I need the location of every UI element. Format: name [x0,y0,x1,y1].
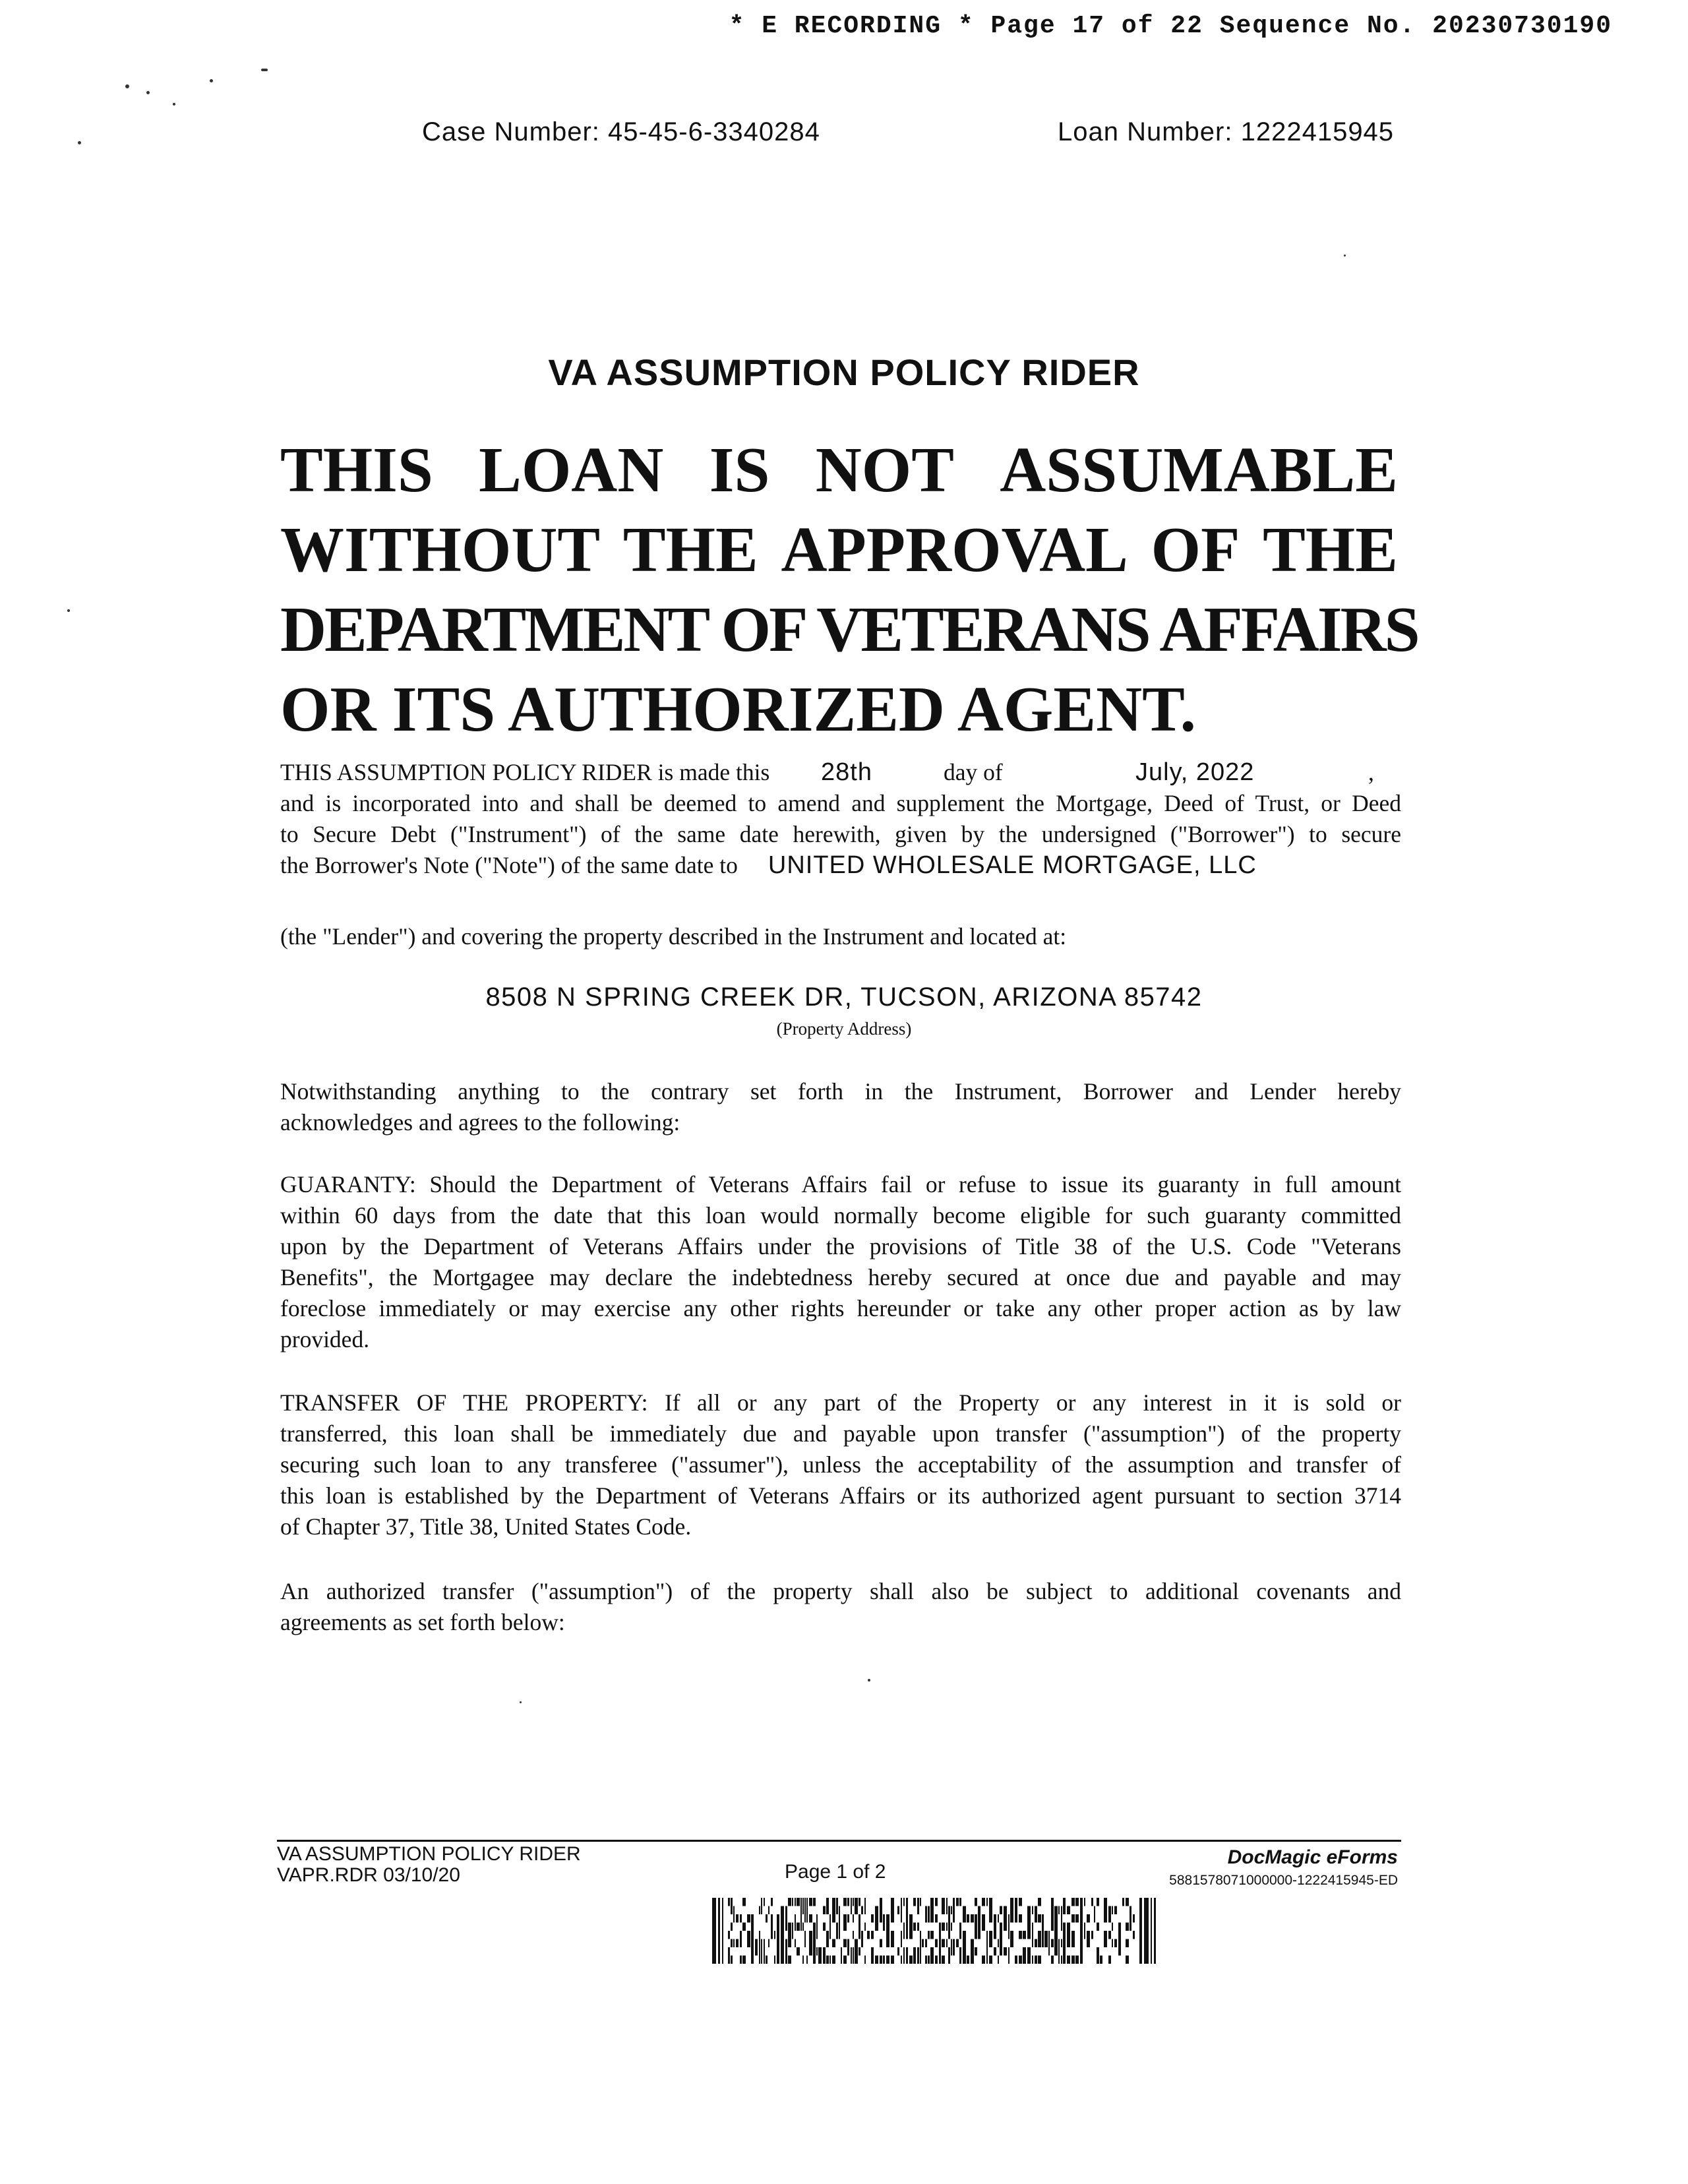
notwithstanding-paragraph [280,1076,1401,1138]
intro-line-1 [280,757,1401,788]
paragraph-line: GUARANTY: Should the Department of Veterans Affairs fail or refuse to issue its guaranty in full amount [280,1171,1401,1198]
warning-word: NOT [815,435,954,505]
barcode-image [712,1898,1164,1964]
footer-form-name: VA ASSUMPTION POLICY RIDER [277,1843,581,1865]
paragraph-line: acknowledges and agrees to the following: [280,1109,680,1136]
footer-page-number: Page 1 of 2 [785,1861,886,1883]
intro-note-prefix: the Borrower's Note ("Note") of the same date to [280,852,738,878]
warning-line-1 [280,430,1398,510]
docmagic-logo: DocMagic eForms [1227,1846,1398,1868]
rider-month-year: July, 2022 [1135,758,1255,786]
warning-line-2 [280,510,1398,590]
property-address: 8508 N SPRING CREEK DR, TUCSON, ARIZONA 85742 [485,983,1203,1012]
scan-speck [868,1679,870,1682]
paragraph-line: Notwithstanding anything to the contrary set forth in the Instrument, Borrower and Lender hereby [280,1078,1401,1105]
paragraph-line: of Chapter 37, Title 38, United States Code. [280,1513,692,1540]
paragraph-line: within 60 days from the date that this loan would normally become eligible for such guaranty committed [280,1202,1401,1228]
transfer-paragraph [280,1387,1401,1542]
footer-rule [277,1840,1401,1842]
paragraph-line: securing such loan to any transferee ("assumer"), unless the acceptability of the assumption and transfer of [280,1451,1401,1478]
paragraph-line: TRANSFER OF THE PROPERTY: If all or any part of the Property or any interest in it is sold or [280,1389,1401,1416]
scan-speck [520,1701,522,1703]
scan-speck [261,69,268,71]
rider-day: 28th [821,758,872,786]
warning-word: OF [1151,514,1240,585]
warning-line-4: OR ITS AUTHORIZED AGENT. [280,674,1196,744]
warning-word: LOAN [479,435,664,505]
footer-form-info [277,1844,581,1886]
warning-word: THIS [280,435,433,505]
footer-document-id: 5881578071000000-1222415945-ED [1169,1873,1398,1888]
warning-word: THE [1263,514,1398,585]
scan-speck [78,141,81,144]
warning-word: WITHOUT [280,514,601,585]
paragraph-line: upon by the Department of Veterans Affairs under the provisions of Title 38 of the U.S. Code "Veterans [280,1233,1401,1259]
recording-header: * E RECORDING * Page 17 of 22 Sequence No. 20230730190 [729,12,1612,40]
warning-line-3: DEPARTMENT OF VETERANS AFFAIRS [280,594,1418,665]
warning-word: APPROVAL [781,514,1128,585]
scan-speck [210,79,213,82]
intro-line-4 [280,850,1401,881]
paragraph-line: provided. [280,1326,370,1352]
intro-made-this: THIS ASSUMPTION POLICY RIDER is made this [280,759,770,785]
property-address-caption: (Property Address) [776,1019,912,1039]
lender-definition: (the "Lender") and covering the property described in the Instrument and located at: [280,923,1067,950]
paragraph-line: An authorized transfer ("assumption") of the property shall also be subject to additional covenants and [280,1578,1401,1604]
warning-word: ASSUMABLE [1000,435,1398,505]
guaranty-paragraph [280,1169,1401,1355]
paragraph-line: foreclose immediately or may exercise any other rights hereunder or take any other proper action as by law [280,1295,1401,1321]
warning-word: IS [709,435,770,505]
paragraph-line: agreements as set forth below: [280,1609,565,1635]
scan-speck [146,91,150,94]
intro-comma: , [1368,759,1374,785]
intro-line-2: and is incorporated into and shall be deemed to amend and supplement the Mortgage, Deed of Trust, or Deed [280,790,1401,816]
intro-paragraph [280,757,1401,881]
footer-form-code: VAPR.RDR 03/10/20 [277,1864,460,1886]
scan-speck [1344,255,1346,257]
scan-speck [67,609,70,612]
document-title: VA ASSUMPTION POLICY RIDER [548,351,1140,393]
case-number: Case Number: 45-45-6-3340284 [422,117,820,146]
intro-day-of: day of [944,759,1003,785]
scan-speck [173,103,175,106]
paragraph-line: this loan is established by the Department of Veterans Affairs or its authorized agent pursuant to section 3714 [280,1482,1401,1509]
assumption-warning [280,430,1418,749]
paragraph-line: transferred, this loan shall be immediately due and payable upon transfer ("assumption") of the property [280,1420,1401,1447]
authorized-transfer-paragraph [280,1576,1401,1638]
lender-name: UNITED WHOLESALE MORTGAGE, LLC [768,851,1257,879]
intro-line-3: to Secure Debt ("Instrument") of the same date herewith, given by the undersigned ("Borrower") to secure [280,821,1401,847]
warning-word: THE [622,514,758,585]
loan-number: Loan Number: 1222415945 [1058,117,1395,146]
scan-speck [125,84,129,88]
paragraph-line: Benefits", the Mortgagee may declare the indebtedness hereby secured at once due and payable and may [280,1264,1401,1290]
